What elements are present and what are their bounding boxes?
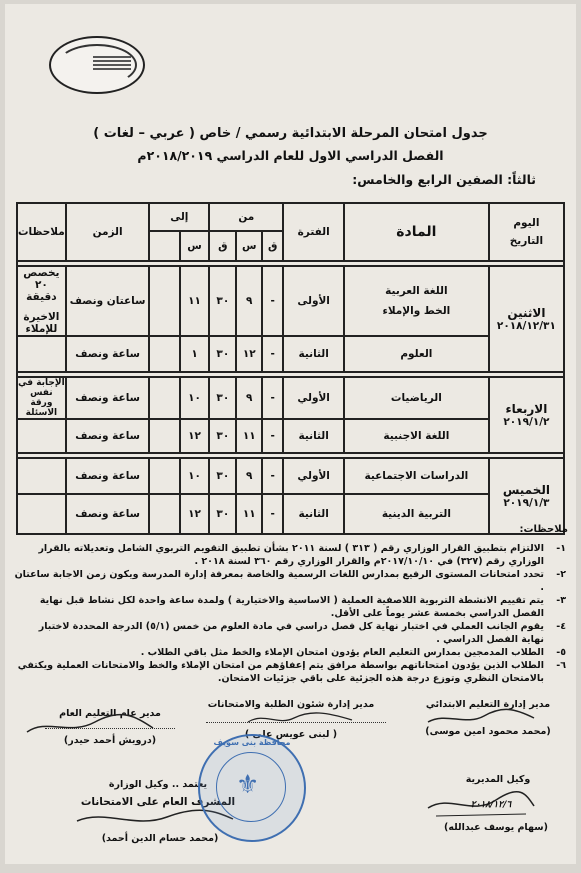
list-item: ٦- الطلاب الذين يؤدون امتحاناتهم بواسطة مرافق يتم إعفاؤهم من امتحان الإملاء والخط والامتحانات العملية ويكتفي بالامتحان النظري وتوزع درجة هذه الجزئية على باقي جزئيات الامتحان. (17, 660, 566, 684)
general-director-title: مدير عام التعليم العام (59, 708, 161, 719)
handwritten-signature (426, 704, 536, 728)
from-header: من (209, 203, 283, 231)
period-cell: الأولى (283, 266, 344, 336)
table-row: التربية الدينية الثانية - ١١ ٣٠ ١٢ ساعة ونصف (17, 494, 564, 534)
duration-cell: ساعتان ونصف (66, 266, 150, 336)
handwritten-date: ٢٠١٨/١٢/٦ (470, 800, 512, 810)
day-cell: الاربعاء ٢٠١٩/١/٢ (489, 377, 564, 453)
note-cell (17, 494, 66, 534)
table-row: العلوم الثانية - ١٢ ٣٠ ١ ساعة ونصف (17, 336, 564, 372)
duration-cell: ساعة ونصف (66, 458, 150, 494)
note-cell: يخصص ٢٠ دقيقة الاخيرة للإملاء (17, 266, 66, 336)
approval-label: يعتمد .. وكيل الوزارة (108, 779, 208, 790)
affairs-director-name: ( لبنى عويس على ) (244, 729, 338, 740)
primary-director-name: (محمد محمود امين موسى) (425, 726, 551, 737)
duration-header: الزمن (66, 203, 150, 261)
period-cell: الثانية (283, 419, 344, 453)
duration-cell: ساعة ونصف (66, 377, 150, 419)
list-item: ٣- يتم تقييم الانشطة التربوية اللاصفية العملية ( الاساسية والاختيارية ) ولمدة ساعة واحدة لكل نشاط قبل نهاية الفصل الدراسي بخمسة عشر يوماً على الأقل. (39, 595, 566, 619)
duration-cell: ساعة ونصف (66, 494, 150, 534)
note-cell: الإجابة في نفس ورقة الاسئلة (18, 378, 65, 418)
list-item: ٤- يقوم الجانب العملي في اختبار نهاية كل فصل دراسي في مادة العلوم من خمس (٥/١) الدرجة المحددة لاختبار نهاية الفصل الدراسي . (38, 621, 566, 645)
subject-cell: التربية الدينية (344, 494, 489, 534)
list-item: ١- الالتزام بتطبيق القرار الوزاري رقم ( ٣١٣ ) لسنة ٢٠١١ بشأن تطبيق التقويم التربوي الشامل وتعديلاته بالقرار الوزاري رقم (٣٢٧) في ٢٠١٧/١٠/١٠م والقرار الوزاري رقم ٣٦٠ لسنة ٢٠١٨ . (38, 543, 566, 567)
duration-cell: ساعة ونصف (66, 336, 150, 372)
list-item: ٥- الطلاب المدمجين بمدارس التعليم العام يؤدون امتحان الإملاء والخط مثل باقي الطلاب . (140, 647, 566, 658)
subject-cell: العلوم (344, 336, 489, 372)
day-date-header (489, 203, 564, 261)
period-cell: الثانية (283, 336, 344, 372)
subject-header: المادة (344, 203, 489, 261)
eagle-emblem-icon: ⚜ (236, 770, 260, 800)
period-cell: الأولي (283, 458, 344, 494)
deputy-name: (سهام يوسف عبدالله) (444, 822, 548, 833)
day-cell: الخميس ٢٠١٩/١/٣ (489, 458, 564, 534)
day-cell: الاثنين ٢٠١٨/١٢/٣١ (489, 266, 564, 372)
period-header: الفترة (283, 203, 344, 261)
exam-schedule-table (16, 202, 565, 535)
to-header: إلى (149, 203, 209, 231)
period-cell: الأولي (283, 377, 344, 419)
period-cell: الثانية (283, 494, 344, 534)
spacer-header (149, 231, 179, 261)
notes-list (14, 542, 566, 685)
table-row: اللغة الاجنبية الثانية - ١١ ٣٠ ١٢ ساعة ونصف (17, 419, 564, 453)
header-row (17, 203, 564, 231)
official-stamp (198, 734, 306, 842)
subject-cell: اللغة الاجنبية (344, 419, 489, 453)
table-row: الاثنين ٢٠١٨/١٢/٣١ اللغة العربية الخط والإملاء الأولى - ٩ ٣٠ ١١ ساعتان ونصف يخصص ٢٠ دقيقة الاخيرة للإملاء (17, 266, 564, 336)
subject-cell: الدراسات الاجتماعية (344, 458, 489, 494)
table-row: الاربعاء ٢٠١٩/١/٢ الرياضيات الأولي - ٩ ٣٠ ١٠ ساعة ونصف الإجابة في نفس ورقة الاسئلة (17, 377, 564, 419)
document-page (5, 4, 576, 864)
deputy-title: وكيل المديرية (465, 774, 531, 785)
list-item: ٢- تحدد امتحانات المستوى الرفيع بمدارس اللغات الرسمية والخاصة بمعرفة إدارة المدرسة ويكون زمن الاجابة ساعتان . (14, 569, 566, 593)
document-title: جدول امتحان المرحلة الابتدائية رسمي / خاص ( عربي – لغات ) (93, 126, 488, 141)
from-s-header: س (236, 231, 261, 261)
primary-director-title: مدير إدارة التعليم الابتدائي (425, 699, 551, 710)
section-heading: ثالثاً: الصفين الرابع والخامس: (352, 172, 536, 187)
affairs-director-title: مدير إدارة شئون الطلبة والامتحانات (207, 699, 375, 710)
logo-text-lines (93, 54, 131, 72)
notes-title: ملاحظات: (519, 524, 568, 535)
date-header: التاريخ (509, 235, 544, 247)
approval-name: (محمد حسام الدين أحمد) (101, 833, 219, 844)
subject-cell: اللغة العربية الخط والإملاء (344, 266, 489, 336)
approval-title: المشرف العام على الامتحانات (80, 796, 236, 808)
to-s-header: س (180, 231, 209, 261)
general-director-name: (درويش أحمد حيدر) (63, 735, 157, 746)
to-q-header: ق (209, 231, 236, 261)
stamp-text: محافظة بنى سويف (213, 738, 291, 747)
handwritten-signature (25, 712, 155, 738)
table-row: الخميس ٢٠١٩/١/٣ الدراسات الاجتماعية الأولي - ٩ ٣٠ ١٠ ساعة ونصف (17, 458, 564, 494)
note-cell (17, 458, 66, 494)
document-subtitle: الفصل الدراسي الاول للعام الدراسي ٢٠١٨/٢٠١٩م (137, 148, 444, 163)
duration-cell: ساعة ونصف (66, 419, 150, 453)
day-header: اليوم (513, 217, 540, 229)
notes-header: ملاحظات (17, 203, 66, 261)
note-cell (17, 336, 66, 372)
ministry-logo (49, 36, 145, 94)
note-cell (17, 419, 66, 453)
subject-cell: الرياضيات (344, 377, 489, 419)
from-q-header: ق (262, 231, 283, 261)
handwritten-signature (246, 710, 356, 728)
